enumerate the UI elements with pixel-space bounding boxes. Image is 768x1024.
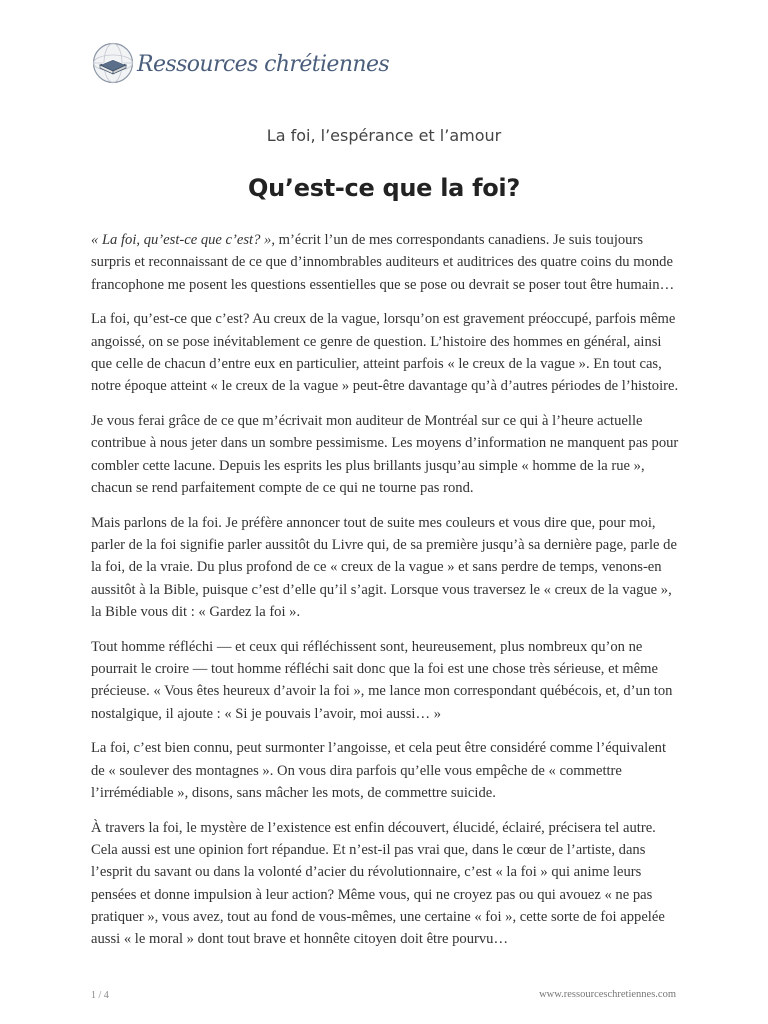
article-title: Qu’est-ce que la foi? xyxy=(248,174,520,202)
bible-globe-icon xyxy=(92,42,134,84)
paragraph: La foi, qu’est-ce que c’est? Au creux de la vague, lorsqu’on est gravement préoccupé, parfois même angoissé, on se pose inévitablement ce genre de question. L’histoire des hommes en général, ainsi que celle de chacun d’entre eux en particulier, atteint parfois « le creux de la vague ». En tout cas, notre époque atteint « le creux de la vague » peut-être davantage qu’à d’autres périodes de l’histoire. xyxy=(91,311,679,395)
article-body xyxy=(91,229,681,963)
paragraph: Tout homme réfléchi — et ceux qui réfléchissent sont, heureusement, plus nombreux qu’on ne pourrait le croire — tout homme réfléchi sait donc que la foi est une chose très sérieuse, et même précieuse. « Vous êtes heureux d’avoir la foi », me lance mon correspondant québécois, et, d’un ton nostalgique, il ajoute : « Si je pouvais l’avoir, moi aussi… » xyxy=(91,638,673,722)
quoted-question: « La foi, qu’est-ce que c’est? » xyxy=(91,232,272,248)
page-indicator: 1 / 4 xyxy=(91,990,109,1001)
collection-title: La foi, l’espérance et l’amour xyxy=(266,126,502,145)
site-header xyxy=(92,42,389,84)
paragraph: Mais parlons de la foi. Je préfère annoncer tout de suite mes couleurs et vous dire que, pour moi, parler de la foi signifie parler aussitôt du Livre qui, de sa première jusqu’à sa dernière page, parle de la foi, de la vraie. Du plus profond de ce « creux de la vague » et sans perdre de temps, venons-en aussitôt à la Bible, puisque c’est d’elle qu’il s’agit. Lorsque vous traversez le « creux de la vague », la Bible vous dit : « Gardez la foi ». xyxy=(91,514,677,620)
site-logo-text: Ressources chrétiennes xyxy=(137,51,390,77)
paragraph xyxy=(91,229,681,296)
paragraph: À travers la foi, le mystère de l’existence est enfin découvert, élucidé, éclairé, précisera tel autre. Cela aussi est une opinion fort répandue. Et n’est-il pas vrai que, dans le cœur de l’artiste, dans l’esprit du savant ou dans la volonté d’acier du révolutionnaire, c’est « la foi » qui anime leurs pensées et donne impulsion à leur action? Même vous, qui ne croyez pas ou qui avouez « ne pas pratiquer », vous avez, tout au fond de vous-mêmes, une certaine « foi », cette sorte de foi appelée aussi « le moral » dont tout brave et honnête citoyen doit être pourvu… xyxy=(91,819,665,948)
paragraph: La foi, c’est bien connu, peut surmonter l’angoisse, et cela peut être considéré comme l’équivalent de « soulever des montagnes ». On vous dira parfois qu’elle vous empêche de « commettre l’irrémédiable », disons, sans mâcher les mots, de commettre suicide. xyxy=(91,740,667,802)
website-url: www.ressourceschretiennes.com xyxy=(539,989,676,1000)
paragraph: Je vous ferai grâce de ce que m’écrivait mon auditeur de Montréal sur ce qui à l’heure actuelle contribue à nous jeter dans un sombre pessimisme. Les moyens d’information ne manquent pas pour combler cette lacune. Depuis les esprits les plus brillants jusqu’au simple « homme de la rue », chacun se rend parfaitement compte de ce qui ne tourne pas rond. xyxy=(91,413,679,496)
paragraph-text: , m’écrit l’un de mes correspondants canadiens. Je suis toujours surpris et reconnaissant de ce que d’innombrables auditeurs et auditrices des quatre coins du monde francophone me posent les questions essentielles que se pose ou devrait se poser tout être humain… xyxy=(91,232,675,293)
